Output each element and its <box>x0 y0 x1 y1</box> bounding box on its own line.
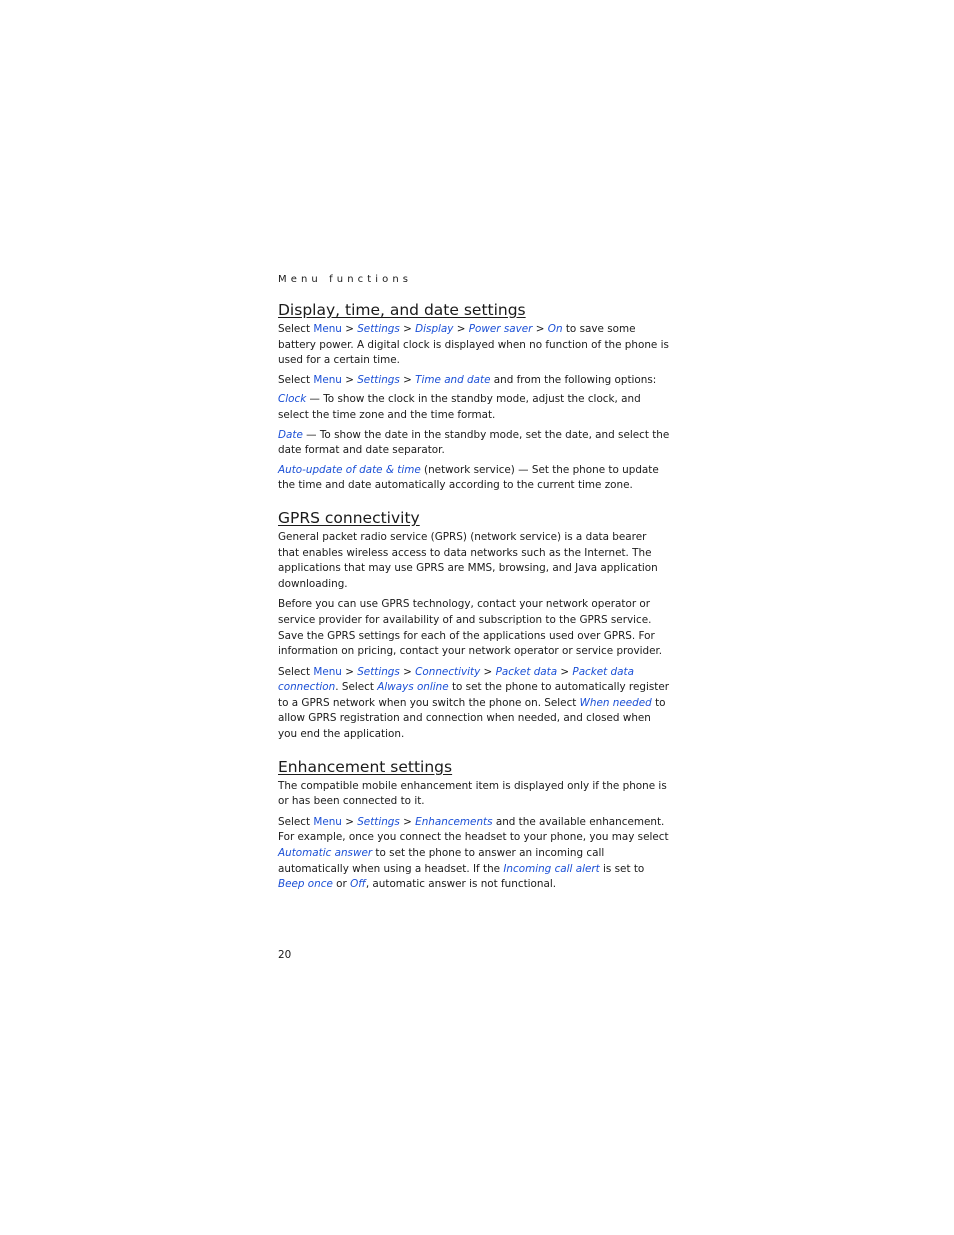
incoming-call-alert-term: Incoming call alert <box>503 862 600 875</box>
menu-term: Menu <box>313 323 342 335</box>
on-term: On <box>547 323 563 335</box>
menu-term: Menu <box>313 815 342 828</box>
time-and-date-term: Time and date <box>415 373 491 386</box>
manual-page <box>278 272 670 893</box>
heading-display-time-date: Display, time, and date settings <box>278 301 526 319</box>
menu-term: Menu <box>313 373 342 386</box>
option-clock: Clock — To show the clock in the standby mode, adjust the clock, and select the time zone and the time format. <box>278 393 641 421</box>
heading-enhancement-settings: Enhancement settings <box>278 757 453 776</box>
section-enhancement-settings <box>278 757 670 893</box>
display-term: Display <box>415 323 454 335</box>
option-date: Date — To show the date in the standby mode, set the date, and select the date format and date separator. <box>278 428 670 457</box>
menu-term: Menu <box>313 665 342 678</box>
clock-term: Clock <box>278 393 307 406</box>
packet-data-connection-term: Packet data connection <box>278 665 634 694</box>
date-term: Date <box>278 428 303 441</box>
page-number: 20 <box>278 949 292 961</box>
paragraph-time-and-date: Select Menu > Settings > Time and date and from the following options: <box>278 373 657 386</box>
option-auto-update: Auto-update of date & time (network service) — Set the phone to update the time and date automatically according to the current time zone. <box>278 463 659 492</box>
running-head: Menu functions <box>278 274 413 285</box>
section-display-time-date <box>278 300 670 494</box>
enhancements-term: Enhancements <box>415 815 493 828</box>
auto-update-term: Auto-update of date & time <box>278 463 421 476</box>
paragraph-power-saver: Select Menu > Settings > Display > Power saver > On to save some battery power. A digital clock is displayed when no function of the phone is used for a certain time. <box>278 323 669 367</box>
heading-gprs-connectivity: GPRS connectivity <box>278 508 420 527</box>
paragraph-gprs-intro: General packet radio service (GPRS) (network service) is a data bearer that enables wireless access to data networks such as the Internet. The applications that may use GPRS are MMS, browsing, and Java application downloading. <box>278 530 658 590</box>
packet-data-term: Packet data <box>495 665 558 678</box>
paragraph-enhancement-intro: The compatible mobile enhancement item is displayed only if the phone is or has been connected to it. <box>278 779 667 808</box>
settings-term: Settings <box>357 323 400 335</box>
settings-term: Settings <box>357 815 400 828</box>
always-online-term: Always online <box>377 681 449 694</box>
when-needed-term: When needed <box>579 696 652 709</box>
beep-once-term: Beep once <box>278 878 333 891</box>
power-saver-term: Power saver <box>468 323 533 335</box>
automatic-answer-term: Automatic answer <box>278 847 373 860</box>
settings-term: Settings <box>357 373 400 386</box>
connectivity-term: Connectivity <box>415 665 481 678</box>
paragraph-enhancement-select: Select Menu > Settings > Enhancements and the available enhancement. For example, once you connect the headset to your phone, you may select Automatic answer to set the phone to answer an incoming call automatically when using a headset. If the Incoming call alert is set to Beep once or Off, automatic answer is not functional. <box>278 815 669 891</box>
section-gprs-connectivity <box>278 508 670 743</box>
settings-term: Settings <box>357 665 400 678</box>
paragraph-gprs-operator: Before you can use GPRS technology, contact your network operator or service provider for availability of and subscription to the GPRS service. Save the GPRS settings for each of the applications used over GPRS. For information on pricing, contact your network operator or service provider. <box>278 598 663 658</box>
off-term: Off <box>350 878 366 891</box>
paragraph-gprs-settings: Select Menu > Settings > Connectivity > Packet data > Packet data connection. Select Always online to set the phone to automatically register to a GPRS network when you switch the phone on. Select When needed to allow GPRS registration and connection when needed, and closed when you end the application. <box>278 665 669 741</box>
